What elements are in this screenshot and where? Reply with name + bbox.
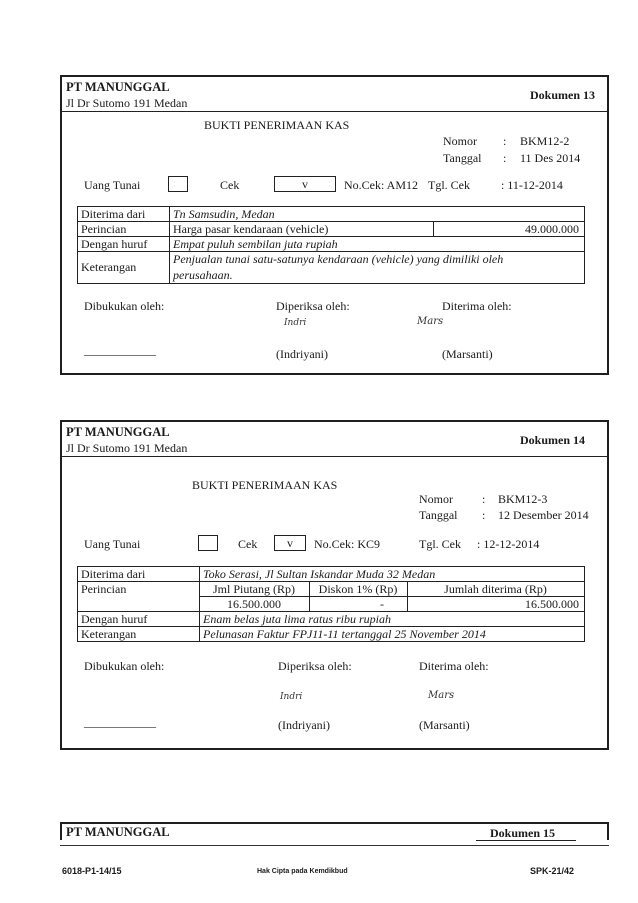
name-marsanti: (Marsanti) <box>442 347 493 361</box>
diterima-dari-label: Diterima dari <box>81 567 146 581</box>
cek-check-mark: v <box>302 177 308 191</box>
company-name: PT MANUNGGAL <box>66 425 170 439</box>
cek-label: Cek <box>220 178 240 192</box>
uang-tunai-checkbox[interactable] <box>198 535 218 551</box>
cek-checkbox[interactable] <box>274 535 306 551</box>
tanggal-colon: : <box>482 508 486 522</box>
perincian-label: Perincian <box>81 582 127 596</box>
dibukukan-blank-line: ____________ <box>84 715 156 729</box>
tanggal-label: Tanggal <box>443 151 482 165</box>
dengan-huruf-value: Empat puluh sembilan juta rupiah <box>173 237 338 251</box>
dibukukan-blank-line: ____________ <box>84 343 156 357</box>
val-diskon: - <box>380 597 384 611</box>
no-cek: No.Cek: KC9 <box>314 537 380 551</box>
tanggal-value: 12 Desember 2014 <box>498 508 589 522</box>
keterangan-value-line2: perusahaan. <box>173 268 233 282</box>
signature-mars: Mars <box>417 316 444 327</box>
keterangan-label: Keterangan <box>81 260 137 274</box>
cek-label: Cek <box>238 537 258 551</box>
nomor-value: BKM12-3 <box>498 492 548 506</box>
tgl-cek-label: Tgl. Cek <box>428 178 470 192</box>
uang-tunai-label: Uang Tunai <box>84 178 141 192</box>
document-15 <box>60 822 609 840</box>
dengan-huruf-value: Enam belas juta lima ratus ribu rupiah <box>203 612 392 626</box>
company-name: PT MANUNGGAL <box>66 80 170 94</box>
val-jumlah-diterima: 16.500.000 <box>525 597 579 611</box>
diterima-dari-value: Tn Samsudin, Medan <box>173 207 275 221</box>
diterima-oleh-label: Diterima oleh: <box>442 299 512 313</box>
footer-divider <box>60 845 609 846</box>
col-jml-piutang: Jml Piutang (Rp) <box>212 582 295 596</box>
dengan-huruf-label: Dengan huruf <box>81 612 148 626</box>
uang-tunai-checkbox[interactable] <box>168 176 188 192</box>
header-divider <box>62 456 607 457</box>
document-number: Dokumen 14 <box>519 433 585 447</box>
footer-code: 6018-P1-14/15 <box>62 866 122 876</box>
tgl-cek-label: Tgl. Cek <box>419 537 461 551</box>
header-divider <box>62 111 607 112</box>
detail-table <box>77 206 585 284</box>
document-number: Dokumen 15 <box>490 826 556 840</box>
nomor-label: Nomor <box>443 134 477 148</box>
tgl-cek-value: : 11-12-2014 <box>501 178 563 192</box>
detail-table <box>77 566 585 644</box>
name-marsanti: (Marsanti) <box>419 718 470 732</box>
diterima-dari-label: Diterima dari <box>81 207 146 221</box>
tanggal-label: Tanggal <box>419 508 458 522</box>
company-name: PT MANUNGGAL <box>66 825 170 839</box>
perincian-value: Harga pasar kendaraan (vehicle) <box>173 222 329 236</box>
signature-indri: Indri <box>284 318 307 328</box>
receipt-title: BUKTI PENERIMAAN KAS <box>204 118 350 132</box>
diperiksa-label: Diperiksa oleh: <box>278 659 352 673</box>
diterima-dari-value: Toko Serasi, Jl Sultan Iskandar Muda 32 Medan <box>203 567 436 581</box>
nomor-label: Nomor <box>419 492 453 506</box>
doc15-number-underline <box>476 840 576 841</box>
tanggal-value: 11 Des 2014 <box>520 151 581 165</box>
keterangan-value-line1: Penjualan tunai satu-satunya kendaraan (vehicle) yang dimiliki oleh <box>173 252 504 266</box>
footer-page: SPK-21/42 <box>530 866 575 876</box>
dibukukan-label: Dibukukan oleh: <box>84 659 165 673</box>
signature-mars: Mars <box>428 690 455 701</box>
perincian-label: Perincian <box>81 222 127 236</box>
signature-indri: Indri <box>280 692 303 702</box>
perincian-amount: 49.000.000 <box>525 222 579 236</box>
nomor-colon: : <box>482 492 486 506</box>
document-13 <box>60 75 609 375</box>
diperiksa-label: Diperiksa oleh: <box>276 299 350 313</box>
cek-check-mark: v <box>287 536 293 550</box>
no-cek: No.Cek: AM12 <box>344 178 419 192</box>
keterangan-value: Pelunasan Faktur FPJ11-11 tertanggal 25 November 2014 <box>203 627 486 641</box>
tanggal-colon: : <box>503 151 507 165</box>
nomor-colon: : <box>503 134 507 148</box>
document-14 <box>60 420 609 750</box>
footer-copyright: Hak Cipta pada Kemdikbud <box>257 868 348 875</box>
document-number: Dokumen 13 <box>529 88 595 102</box>
keterangan-label: Keterangan <box>81 627 137 641</box>
col-diskon: Diskon 1% (Rp) <box>318 582 398 596</box>
dengan-huruf-label: Dengan huruf <box>81 237 148 251</box>
name-indriyani: (Indriyani) <box>278 718 330 732</box>
cek-checkbox[interactable] <box>274 176 336 192</box>
diterima-oleh-label: Diterima oleh: <box>419 659 489 673</box>
company-address: Jl Dr Sutomo 191 Medan <box>66 96 188 110</box>
dibukukan-label: Dibukukan oleh: <box>84 299 165 313</box>
uang-tunai-label: Uang Tunai <box>84 537 141 551</box>
nomor-value: BKM12-2 <box>520 134 570 148</box>
tgl-cek-value: : 12-12-2014 <box>477 537 540 551</box>
company-address: Jl Dr Sutomo 191 Medan <box>66 441 188 455</box>
col-jumlah-diterima: Jumlah diterima (Rp) <box>444 582 547 596</box>
receipt-title: BUKTI PENERIMAAN KAS <box>192 478 338 492</box>
val-jml-piutang: 16.500.000 <box>227 597 281 611</box>
name-indriyani: (Indriyani) <box>276 347 328 361</box>
